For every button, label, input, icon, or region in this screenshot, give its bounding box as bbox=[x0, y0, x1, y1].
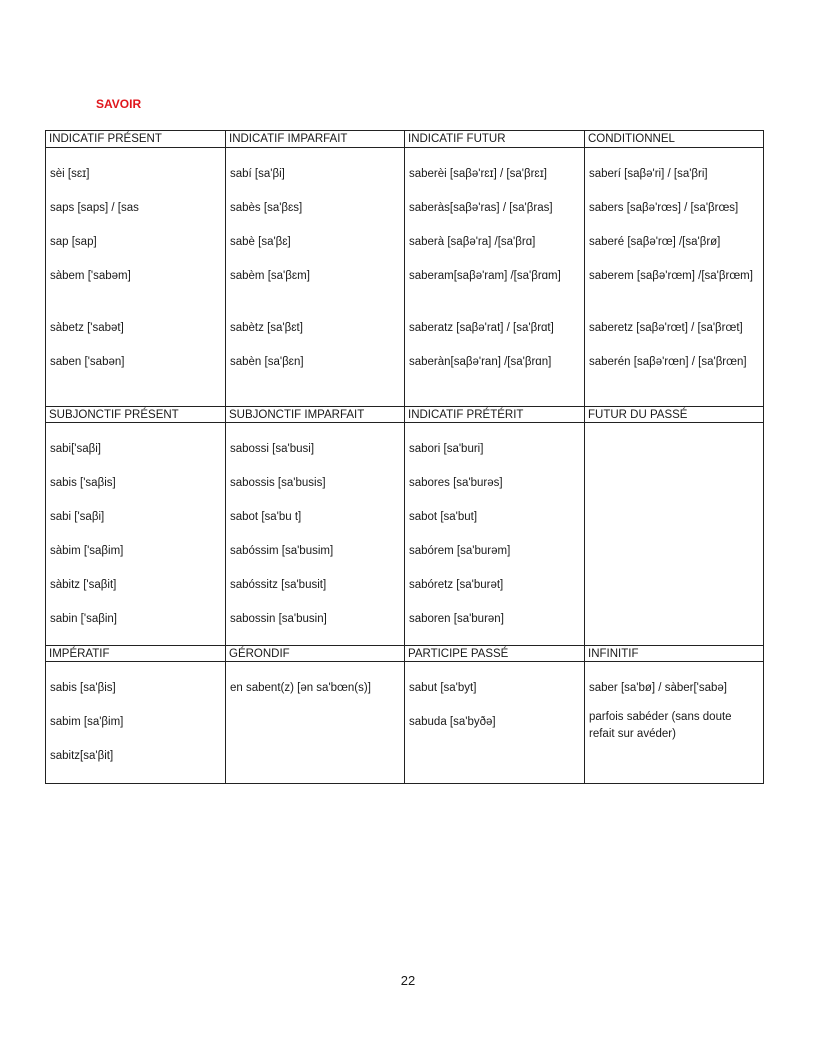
verb-form: sabores [sa'burəs] bbox=[409, 477, 503, 489]
verb-form: en sabent(z) [ən sa'bœn(s)] bbox=[230, 682, 371, 694]
verb-form: sabossin [sa'busin] bbox=[230, 613, 327, 625]
verb-form: sabètz [sa'βɛt] bbox=[230, 322, 303, 334]
table-cell bbox=[405, 148, 585, 406]
verb-form: saberèi [saβə'rɛɪ] / [sa'βrɛɪ] bbox=[409, 168, 547, 180]
verb-form: saberàs[saβə'ras] / [sa'βras] bbox=[409, 202, 553, 214]
table-row bbox=[46, 148, 763, 406]
column-header: INDICATIF PRÉSENT bbox=[46, 131, 226, 147]
verb-form: saben ['sabən] bbox=[50, 356, 125, 368]
verb-form: sabuda [sa'byðə] bbox=[409, 716, 496, 728]
column-header: SUBJONCTIF IMPARFAIT bbox=[226, 407, 405, 422]
verb-form: sabi['saβi] bbox=[50, 443, 101, 455]
verb-form: saber [sa'bø] / sàber['sabə] bbox=[589, 682, 727, 694]
column-header: INDICATIF FUTUR bbox=[405, 131, 585, 147]
verb-form: sabis [sa'βis] bbox=[50, 682, 116, 694]
verb-form: sàbim ['saβim] bbox=[50, 545, 124, 557]
column-header: INDICATIF IMPARFAIT bbox=[226, 131, 405, 147]
verb-form: sabi ['saβi] bbox=[50, 511, 105, 523]
header-row bbox=[46, 131, 763, 148]
verb-form: sabèn [sa'βɛn] bbox=[230, 356, 304, 368]
table-row bbox=[46, 423, 763, 645]
verb-form: sabèm [sa'βɛm] bbox=[230, 270, 310, 282]
verb-form: saberà [saβə'ra] /[sa'βrɑ] bbox=[409, 236, 536, 248]
verb-form: sabès [sa'βɛs] bbox=[230, 202, 303, 214]
verb-form: sabers [saβə'rœs] / [sa'βrœs] bbox=[589, 202, 739, 214]
table-cell bbox=[226, 148, 405, 406]
table-cell bbox=[226, 423, 405, 645]
conjugation-table bbox=[45, 130, 764, 784]
table-cell bbox=[585, 148, 763, 406]
column-header: CONDITIONNEL bbox=[588, 133, 675, 145]
verb-form: sabossi [sa'busi] bbox=[230, 443, 315, 455]
verb-form: sàbitz ['saβit] bbox=[50, 579, 117, 591]
verb-form: sabossis [sa'busis] bbox=[230, 477, 326, 489]
verb-form: sabot [sa'bu t] bbox=[230, 511, 302, 523]
verb-form: sabórem [sa'burəm] bbox=[409, 545, 511, 557]
verb-form: saberatz [saβə'rat] / [sa'βrɑt] bbox=[409, 322, 554, 334]
verb-form: saberén [saβə'rœn] / [sa'βrœn] bbox=[589, 356, 747, 368]
verb-form: sabim [sa'βim] bbox=[50, 716, 124, 728]
header-row bbox=[46, 645, 763, 662]
verb-form: sabè [sa'βɛ] bbox=[230, 236, 291, 248]
verb-form: sàbetz ['sabət] bbox=[50, 322, 124, 334]
verb-form: saberetz [saβə'rœt] / [sa'βrœt] bbox=[589, 322, 743, 334]
column-header: INDICATIF PRÉTÉRIT bbox=[405, 407, 585, 422]
verb-form: saberàn[saβə'ran] /[sa'βrɑn] bbox=[409, 356, 552, 368]
verb-form: sabori [sa'buri] bbox=[409, 443, 484, 455]
table-cell bbox=[585, 423, 763, 645]
table-cell bbox=[226, 662, 405, 783]
table-cell bbox=[46, 662, 226, 783]
verb-form: saps [saps] / [sas bbox=[50, 202, 139, 214]
header-row bbox=[46, 406, 763, 423]
verb-form: sap [sap] bbox=[50, 236, 97, 248]
table-row bbox=[46, 662, 763, 783]
verb-form: saboren [sa'burən] bbox=[409, 613, 504, 625]
column-header: INFINITIF bbox=[588, 648, 639, 660]
table-cell bbox=[46, 423, 226, 645]
verb-form: sabóretz [sa'burət] bbox=[409, 579, 504, 591]
column-header: SUBJONCTIF PRÉSENT bbox=[46, 407, 226, 422]
verb-form: sabis ['saβis] bbox=[50, 477, 116, 489]
verb-form: sabitz[sa'βit] bbox=[50, 750, 114, 762]
verb-form: sabut [sa'byt] bbox=[409, 682, 477, 694]
table-cell bbox=[585, 662, 763, 783]
column-header: FUTUR DU PASSÉ bbox=[588, 409, 688, 421]
verb-form: saberé [saβə'rœ] /[sa'βrø] bbox=[589, 236, 721, 248]
verb-form: saberam[saβə'ram] /[sa'βrɑm] bbox=[409, 270, 561, 282]
verb-form: sàbem ['sabəm] bbox=[50, 270, 131, 282]
table-cell bbox=[405, 662, 585, 783]
page-title: SAVOIR bbox=[96, 97, 142, 111]
verb-form: sabí [sa'βi] bbox=[230, 168, 285, 180]
verb-form: parfois sabéder (sans doute refait sur avéder) bbox=[589, 711, 732, 740]
verb-form: sabot [sa'but] bbox=[409, 511, 478, 523]
column-header: GÉRONDIF bbox=[226, 646, 405, 661]
column-header: PARTICIPE PASSÉ bbox=[405, 646, 585, 661]
verb-form: sèi [sɛɪ] bbox=[50, 168, 90, 180]
table-cell bbox=[46, 148, 226, 406]
page-number: 22 bbox=[400, 973, 416, 988]
verb-form: saberem [saβə'rœm] /[sa'βrœm] bbox=[589, 270, 753, 282]
verb-form: saberí [saβə'ri] / [sa'βri] bbox=[589, 168, 708, 180]
verb-form: sabin ['saβin] bbox=[50, 613, 117, 625]
table-cell bbox=[405, 423, 585, 645]
verb-form: sabóssim [sa'busim] bbox=[230, 545, 334, 557]
column-header: IMPÉRATIF bbox=[46, 646, 226, 661]
verb-form: sabóssitz [sa'busit] bbox=[230, 579, 327, 591]
